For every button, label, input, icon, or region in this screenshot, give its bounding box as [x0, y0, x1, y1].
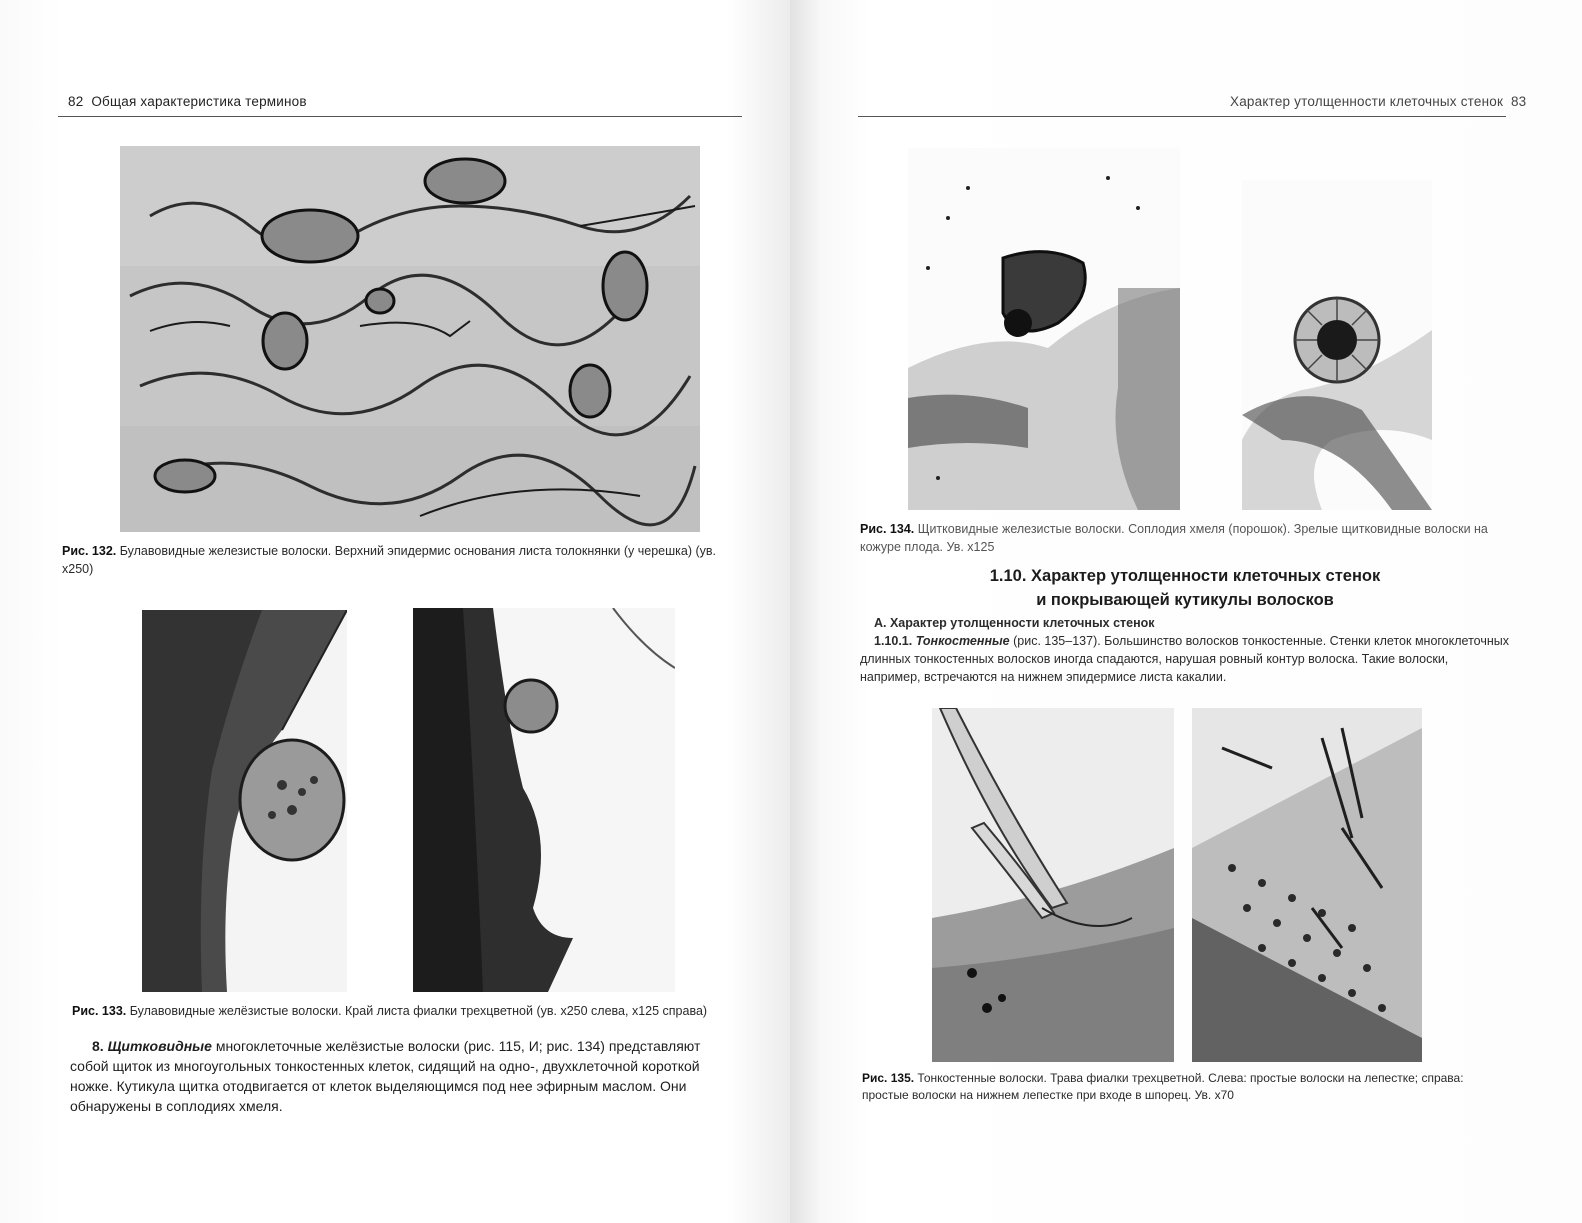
fig132-caption	[62, 542, 747, 578]
left-running-head-title: Общая характеристика терминов	[91, 94, 307, 109]
item-1-10-1	[860, 632, 1512, 686]
right-header-rule	[858, 116, 1506, 117]
fig135-caption	[862, 1070, 1512, 1104]
fig135-label: Рис. 135.	[862, 1071, 915, 1085]
fig135-left-photo	[932, 708, 1174, 1062]
fig133-right-photo	[413, 608, 675, 992]
paragraph-8-term: Щитковидные	[107, 1038, 212, 1054]
section-title-line2: и покрывающей кутикулы волосков	[1036, 591, 1334, 609]
left-header-rule	[58, 116, 742, 117]
item-term: Тонкостенные	[915, 634, 1010, 648]
fig134-caption	[860, 520, 1510, 556]
subsection-title: А. Характер утолщенности клеточных стенок	[874, 616, 1155, 630]
paragraph-8	[70, 1036, 742, 1116]
left-page	[0, 0, 790, 1223]
right-running-head	[1230, 94, 1526, 109]
fig132-label: Рис. 132.	[62, 544, 117, 558]
fig134-right-photo	[1242, 180, 1432, 510]
fig134-left-photo	[908, 148, 1180, 510]
section-title-line1: 1.10. Характер утолщенности клеточных стенок	[989, 567, 1381, 585]
paragraph-8-number: 8.	[92, 1038, 104, 1054]
fig134-label: Рис. 134.	[860, 522, 915, 536]
item-text: (рис. 135–137). Большинство волосков тонкостенные. Стенки клеток многоклеточных длинных тонкостенных волосков иногда спадаются, нарушая ровный контур волоска. Такие волоски, например, встречаются на нижнем эпидермисе листа какалии.	[860, 634, 1509, 684]
fig135-right-photo	[1192, 708, 1422, 1062]
right-page	[790, 0, 1582, 1223]
right-running-head-title: Характер утолщенности клеточных стенок	[1230, 94, 1504, 109]
fig133-label: Рис. 133.	[72, 1004, 127, 1018]
left-page-number: 82	[68, 94, 84, 109]
section-title	[860, 564, 1510, 612]
item-number: 1.10.1.	[874, 634, 913, 648]
fig134-text: Щитковидные железистые волоски. Соплодия хмеля (порошок). Зрелые щитковидные волоски на кожуре плода. Ув. х125	[860, 522, 1488, 554]
right-page-number: 83	[1510, 94, 1527, 109]
left-running-head	[68, 94, 307, 109]
fig133-text: Булавовидные желёзистые волоски. Край листа фиалки трехцветной (ув. х250 слева, х125 справа)	[129, 1004, 708, 1018]
fig133-caption	[72, 1002, 762, 1020]
fig135-text: Тонкостенные волоски. Трава фиалки трехцветной. Слева: простые волоски на лепестке; справа: простые волоски на нижнем лепестке при входе в шпорец. Ув. х70	[862, 1071, 1464, 1102]
subsection-heading	[874, 614, 1514, 632]
fig133-left-photo	[142, 610, 347, 992]
fig132-text: Булавовидные железистые волоски. Верхний эпидермис основания листа толокнянки (у черешка) (ув. х250)	[62, 544, 716, 576]
paragraph-8-text: многоклеточные желёзистые волоски (рис. 115, И; рис. 134) представляют собой щиток из многоугольных тонкостенных клеток, сидящий на одно-, двухклеточной короткой ножке. Кутикула щитка отодвигается от клеток выделяющимся под нее эфирным маслом. Они обнаружены в соплодиях хмеля.	[70, 1038, 701, 1114]
fig132-photo	[120, 146, 700, 532]
